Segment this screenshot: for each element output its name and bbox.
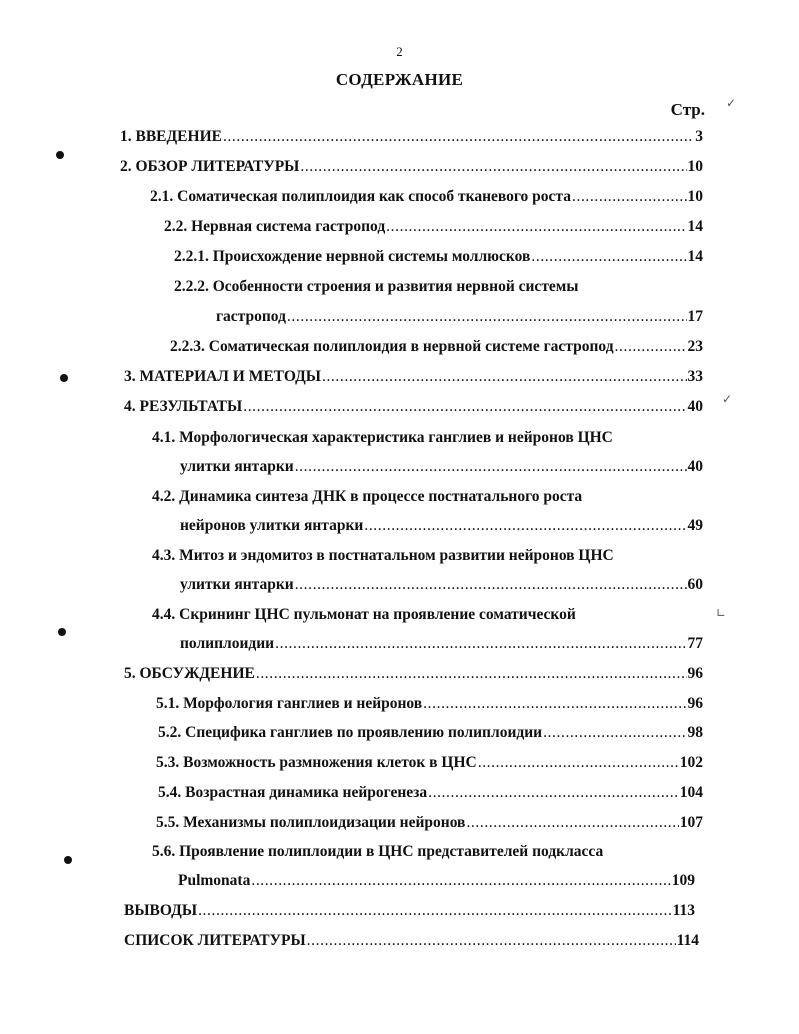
toc-entry-text: 2.1. Соматическая полиплоидия как способ тканевого роста [150, 188, 571, 205]
page-number: 2 [396, 44, 403, 59]
toc-entry-page: 109 [671, 872, 695, 889]
toc-entry-5-2 [158, 724, 703, 746]
toc-entry-page: 14 [687, 248, 703, 265]
toc-entry-page: 3 [695, 128, 703, 145]
toc-entry-4-4 [180, 635, 703, 657]
pencil-tick-icon: ✓ [722, 392, 733, 406]
toc-entry-text: Pulmonata [178, 872, 251, 889]
toc-entry-page: 17 [687, 308, 703, 325]
toc-entry-line: 4.1. Морфологическая характеристика ганглиев и нейронов ЦНС [152, 429, 613, 446]
toc-entry-text: ВЫВОДЫ [124, 902, 198, 919]
toc-entry-text: 5.5. Механизмы полиплоидизации нейронов [156, 814, 466, 831]
binder-hole-mark [56, 151, 64, 159]
toc-entry-text: 2.2.1. Происхождение нервной системы моллюсков [174, 248, 531, 265]
toc-entry-2-2 [164, 218, 703, 240]
toc-entry-line: 4.3. Митоз и эндомитоз в постнатальном развитии нейронов ЦНС [152, 547, 614, 564]
toc-entry-references [124, 932, 699, 954]
toc-entry-page: 96 [687, 665, 703, 682]
page-title: СОДЕРЖАНИЕ [335, 70, 464, 89]
toc-entry-text: 2. ОБЗОР ЛИТЕРАТУРЫ [120, 158, 300, 175]
binder-hole-mark [64, 856, 72, 864]
toc-entry-text: улитки янтарки [180, 576, 294, 593]
toc-entry-text: 2.2. Нервная система гастропод [164, 218, 386, 235]
toc-entry-5-1 [156, 695, 703, 717]
toc-entry-page: 14 [687, 218, 703, 235]
pencil-tick-icon: ∟ [716, 606, 727, 620]
toc-entry-text: улитки янтарки [180, 458, 294, 475]
toc-entry-introduction [120, 128, 703, 150]
toc-entry-text: 5.3. Возможность размножения клеток в ЦНС [156, 754, 477, 771]
toc-entry-page: 10 [687, 158, 703, 175]
toc-entry-page: 113 [672, 902, 695, 919]
toc-entry-page: 40 [687, 398, 703, 415]
toc-entry-text: гастропод [216, 308, 286, 325]
toc-entry-line: 4.2. Динамика синтеза ДНК в процессе постнатального роста [152, 488, 583, 505]
toc-entry-page: 10 [687, 188, 703, 205]
toc-entry-page: 33 [687, 368, 703, 385]
toc-entry-text: 2.2.3. Соматическая полиплоидия в нервной системе гастропод [170, 338, 614, 355]
toc-entry-page: 96 [687, 695, 703, 712]
page-column-label: Стр. [670, 100, 705, 119]
toc-entry-page: 98 [687, 724, 703, 741]
toc-entry-page: 60 [687, 576, 703, 593]
binder-hole-mark [60, 374, 68, 382]
toc-entry-page: 77 [687, 635, 703, 652]
toc-entry-page: 107 [679, 814, 703, 831]
toc-entry-4-1 [180, 458, 703, 480]
toc-entry-5-6 [178, 872, 695, 894]
toc-entry-results [124, 398, 703, 420]
toc-entry-literature [120, 158, 703, 180]
toc-entry-discussion [124, 665, 703, 687]
toc-entry-page: 23 [687, 338, 703, 355]
toc-entry-text: 1. ВВЕДЕНИЕ [120, 128, 222, 145]
toc-entry-text: 4. РЕЗУЛЬТАТЫ [124, 398, 243, 415]
toc-entry-line: 5.6. Проявление полиплоидии в ЦНС представителей подкласса [152, 843, 604, 860]
toc-entry-2-1 [150, 188, 703, 210]
toc-entry-text: 5.2. Специфика ганглиев по проявлению полиплоидии [158, 724, 543, 741]
toc-entry-text: 5.4. Возрастная динамика нейрогенеза [158, 784, 428, 801]
toc-entry-page: 102 [679, 754, 703, 771]
toc-entry-text: 3. МАТЕРИАЛ И МЕТОДЫ [124, 368, 321, 385]
toc-entry-line: 4.4. Скрининг ЦНС пульмонат на проявление соматической [152, 606, 576, 623]
pencil-tick-icon: ✓ [726, 96, 737, 110]
toc-entry-5-5 [156, 814, 703, 836]
toc-entry-line: 2.2.2. Особенности строения и развития нервной системы [174, 278, 579, 295]
toc-entry-text: полиплоидии [180, 635, 275, 652]
binder-hole-mark [58, 628, 66, 636]
toc-entry-2-2-3 [170, 338, 703, 360]
toc-entry-text: 5.1. Морфология ганглиев и нейронов [156, 695, 423, 712]
toc-entry-page: 114 [676, 932, 699, 949]
toc-entry-methods [124, 368, 703, 390]
toc-entry-page: 49 [687, 517, 703, 534]
toc-entry-conclusions [124, 902, 695, 924]
toc-entry-4-2 [180, 517, 703, 539]
toc-entry-5-3 [156, 754, 703, 776]
toc-entry-text: нейронов улитки янтарки [180, 517, 364, 534]
toc-entry-page: 40 [687, 458, 703, 475]
toc-entry-text: СПИСОК ЛИТЕРАТУРЫ [124, 932, 306, 949]
toc-entry-4-3 [180, 576, 703, 598]
toc-entry-5-4 [158, 784, 703, 806]
toc-entry-page: 104 [679, 784, 703, 801]
toc-entry-2-2-2 [216, 308, 703, 330]
toc-entry-2-2-1 [174, 248, 703, 270]
toc-entry-text: 5. ОБСУЖДЕНИЕ [124, 665, 255, 682]
